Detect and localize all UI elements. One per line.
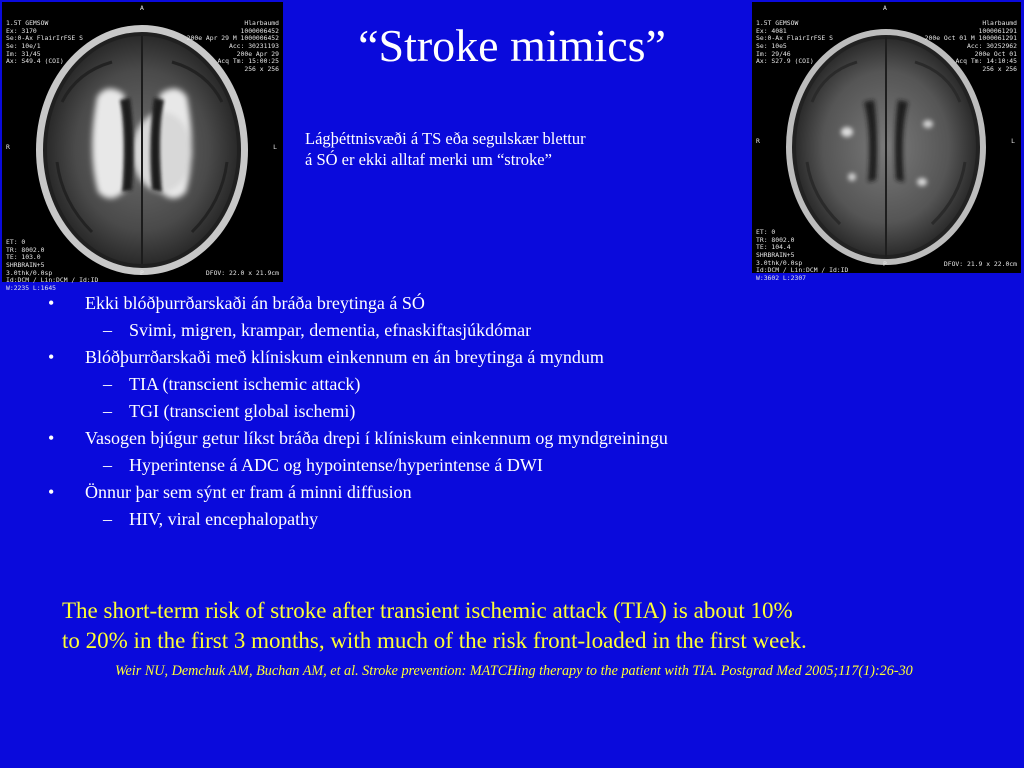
quote-line: The short-term risk of stroke after transient ischemic attack (TIA) is about 10% — [62, 598, 793, 623]
scan-right-orientation-right: R — [756, 137, 760, 145]
scan-left-info-top-left: 1.5T GEMSOW Ex: 3170 Se:0-Ax FlairIrFSE S Se: 10e/1 Im: 31/45 Ax: S49.4 (COI) — [6, 19, 83, 66]
sub-bullet-text: TGI (transcient global ischemi) — [129, 401, 356, 421]
sub-bullet-item — [45, 452, 1005, 479]
scan-right-info-top-right: Hlarbaumd 1000061291 200e Oct 01 M 1000061291 Acc: 30252962 200e Oct 01 Acq Tm: 14:10:45 256 x 256 — [924, 19, 1017, 73]
bullet-marker: • — [48, 482, 55, 502]
slide-subtitle — [305, 128, 745, 170]
bullet-text: Önnur þar sem sýnt er fram á minni diffusion — [85, 482, 412, 502]
sub-bullet-text: HIV, viral encephalopathy — [129, 509, 319, 529]
scan-left-info-bottom-left: ET: 0 TR: 8002.0 TE: 103.0 SHRBRAIN+5 3.0thk/0.0sp Id:DCM / Lin:DCM / Id:ID W:2235 L:1645 — [6, 238, 99, 292]
subtitle-line: á SÓ er ekki alltaf merki um “stroke” — [305, 150, 552, 169]
subtitle-line: Lágþéttnisvæði á TS eða segulskær blettur — [305, 129, 586, 148]
bullet-text: Blóðþurrðarskaði með klíniskum einkennum en án breytinga á myndum — [85, 347, 604, 367]
scan-left-orientation-left: L — [273, 143, 277, 151]
scan-left-info-dfov: DFOV: 22.0 x 21.9cm — [205, 269, 279, 277]
bullet-item — [45, 425, 1005, 452]
sub-bullet-marker: – — [103, 509, 112, 529]
sub-bullet-text: Hyperintense á ADC og hypointense/hyperintense á DWI — [129, 455, 543, 475]
bullet-marker: • — [48, 428, 55, 448]
sub-bullet-item — [45, 317, 1005, 344]
scan-left-orientation-right: R — [6, 143, 10, 151]
sub-bullet-marker: – — [103, 401, 112, 421]
sub-bullet-item — [45, 398, 1005, 425]
highlighted-quote — [62, 596, 1002, 656]
scan-right-info-top-left: 1.5T GEMSOW Ex: 4081 Se:0-Ax FlairIrFSE S Se: 10e5 Im: 29/46 Ax: S27.9 (COI) — [756, 19, 833, 66]
bullet-text: Ekki blóðþurrðarskaði án bráða breytinga á SÓ — [85, 293, 425, 313]
scan-right-orientation-posterior: P — [883, 260, 887, 268]
bullet-marker: • — [48, 293, 55, 313]
bullet-item — [45, 290, 1005, 317]
sub-bullet-text: Svimi, migren, krampar, dementia, efnaskiftasjúkdómar — [129, 320, 532, 340]
bullet-item — [45, 479, 1005, 506]
scan-right-orientation-anterior: A — [883, 4, 887, 12]
scan-left-orientation-anterior: A — [140, 4, 144, 12]
bullet-marker: • — [48, 347, 55, 367]
sub-bullet-marker: – — [103, 320, 112, 340]
reference-citation: Weir NU, Demchuk AM, Buchan AM, et al. Stroke prevention: MATCHing therapy to the patient with TIA. Postgrad Med 2005;117(1):26-30 — [115, 663, 913, 679]
scan-right-info-dfov: DFOV: 21.9 x 22.0cm — [943, 260, 1017, 268]
quote-line: to 20% in the first 3 months, with much of the risk front-loaded in the first week. — [62, 628, 807, 653]
bullet-list — [45, 290, 1005, 533]
sub-bullet-item — [45, 506, 1005, 533]
sub-bullet-marker: – — [103, 374, 112, 394]
scan-left-orientation-posterior: P — [140, 269, 144, 277]
sub-bullet-text: TIA (transcient ischemic attack) — [129, 374, 361, 394]
sub-bullet-item — [45, 371, 1005, 398]
scan-right-info-bottom-left: ET: 0 TR: 8002.0 TE: 104.4 SHRBRAIN+5 3.0thk/0.0sp Id:DCM / Lin:DCM / Id:ID W:3602 L:2307 — [756, 228, 849, 282]
bullet-text: Vasogen bjúgur getur líkst bráða drepi í klíniskum einkennum og myndgreiningu — [85, 428, 668, 448]
slide-title: “Stroke mimics” — [358, 20, 666, 71]
scan-left-info-top-right: Hlarbaumd 1000006452 200e Apr 29 M 1000006452 Acc: 30231193 200e Apr 29 Acq Tm: 15:00:25 256 x 256 — [186, 19, 279, 73]
bullet-item — [45, 344, 1005, 371]
sub-bullet-marker: – — [103, 455, 112, 475]
scan-right-orientation-left: L — [1011, 137, 1015, 145]
